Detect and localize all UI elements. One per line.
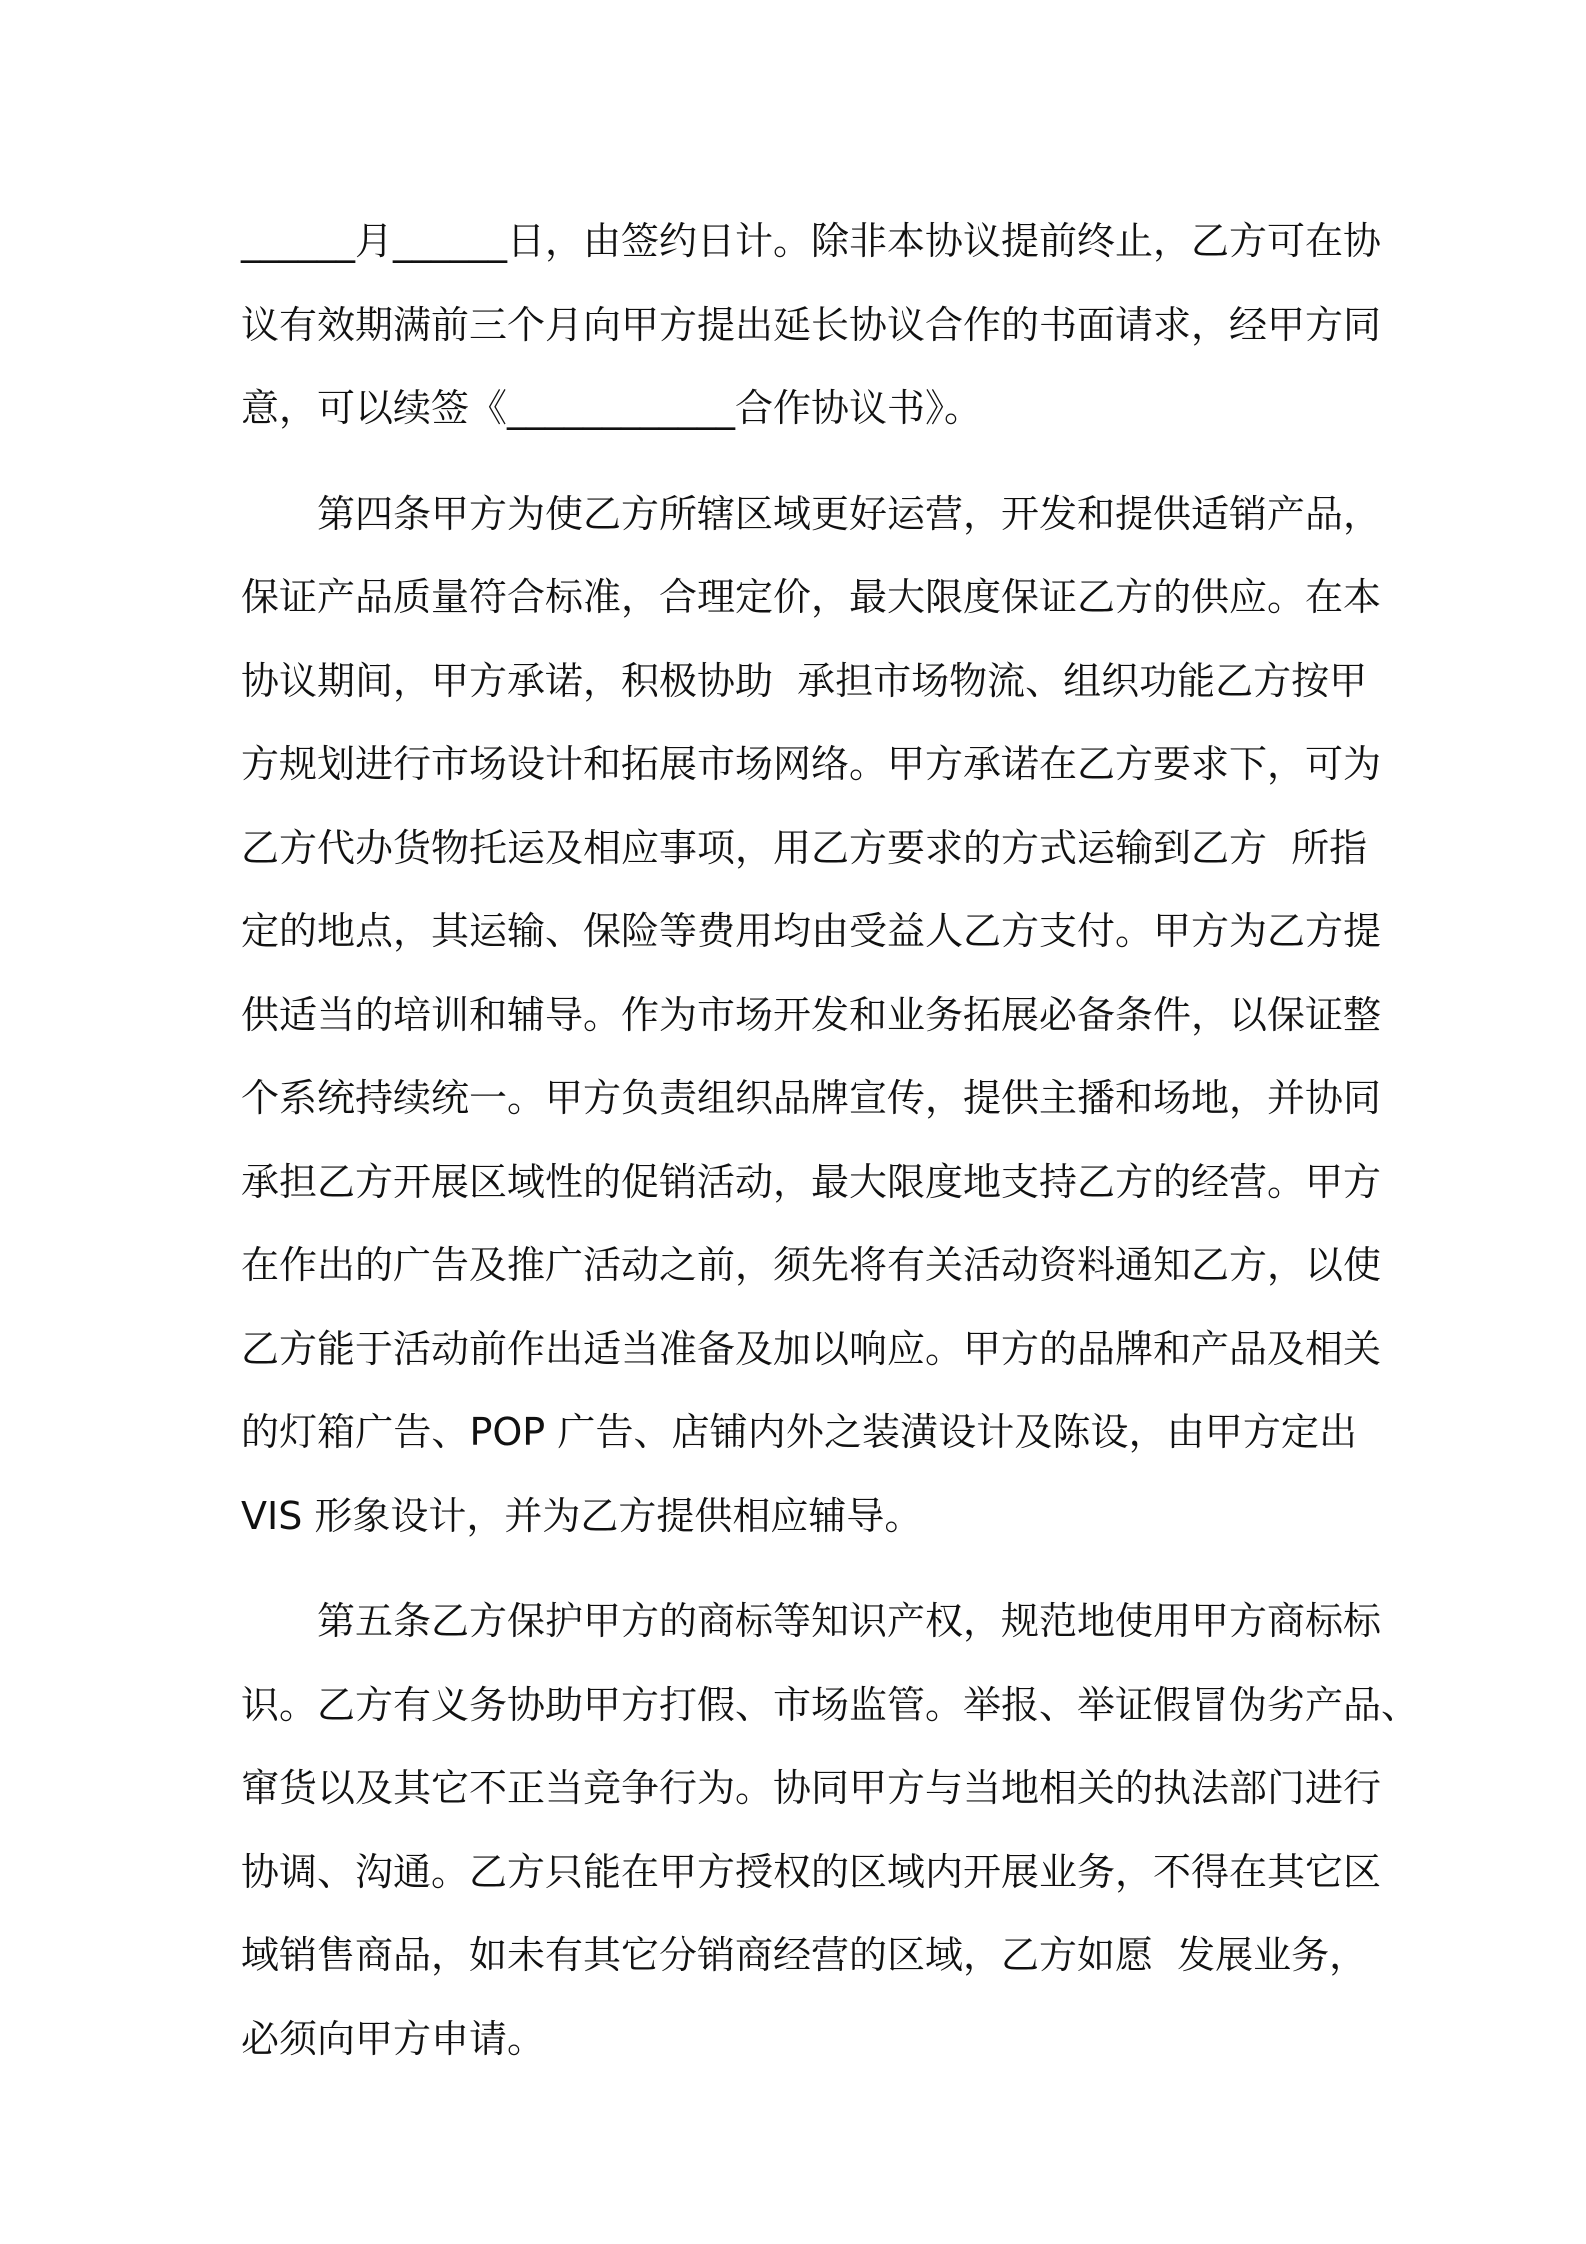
text-line: 窜货以及其它不正当竞争行为。协同甲方与当地相关的执法部门进行 [241,1766,1382,1810]
paragraph-term-continuation [241,200,1382,451]
text-line: 第五条乙方保护甲方的商标等知识产权，规范地使用甲方商标标 [317,1599,1382,1643]
text-line: 的灯箱广告、POP 广告、店铺内外之装潢设计及陈设，由甲方定出 [241,1410,1357,1454]
text-line: 定的地点，其运输、保险等费用均由受益人乙方支付。甲方为乙方提 [241,909,1382,953]
document-page [241,200,1420,2081]
text-line: 必须向甲方申请。 [241,2016,546,2061]
text-line: 域销售商品，如未有其它分销商经营的区域，乙方如愿 发展业务， [241,1933,1368,1977]
paragraph-article-4 [241,473,1382,1559]
text-line: 供适当的培训和辅导。作为市场开发和业务拓展必备条件，以保证整 [241,992,1382,1037]
text-line: 协调、沟通。乙方只能在甲方授权的区域内开展业务，不得在其它区 [241,1849,1382,1894]
text-line: 识。乙方有义务协助甲方打假、市场监管。举报、举证假冒伪劣产品、 [241,1682,1420,1727]
text-line: 协议期间，甲方承诺，积极协助 承担市场物流、组织功能乙方按甲 [241,658,1368,703]
text-line: VIS 形象设计，并为乙方提供相应辅导。 [241,1493,923,1538]
paragraph-spacer [241,451,1357,473]
text-line: ______月______日，由签约日计。除非本协议提前终止，乙方可在协 [241,219,1382,263]
text-line: 乙方能于活动前作出适当准备及加以响应。甲方的品牌和产品及相关 [241,1326,1382,1371]
paragraph-spacer [241,1558,1357,1580]
text-line: 议有效期满前三个月向甲方提出延长协议合作的书面请求，经甲方同 [241,302,1382,347]
text-line: 在作出的广告及推广活动之前，须先将有关活动资料通知乙方，以使 [241,1243,1382,1287]
text-line: 第四条甲方为使乙方所辖区域更好运营，开发和提供适销产品， [317,491,1382,536]
text-line: 乙方代办货物托运及相应事项，用乙方要求的方式运输到乙方 所指 [241,825,1368,870]
text-line: 意，可以续签《____________合作协议书》。 [241,386,983,430]
text-line: 个系统持续统一。甲方负责组织品牌宣传，提供主播和场地，并协同 [241,1076,1382,1120]
paragraph-article-5 [241,1580,1420,2081]
text-line: 承担乙方开展区域性的促销活动，最大限度地支持乙方的经营。甲方 [241,1159,1382,1204]
text-line: 保证产品质量符合标准，合理定价，最大限度保证乙方的供应。在本 [241,575,1382,619]
text-line: 方规划进行市场设计和拓展市场网络。甲方承诺在乙方要求下，可为 [241,742,1382,786]
